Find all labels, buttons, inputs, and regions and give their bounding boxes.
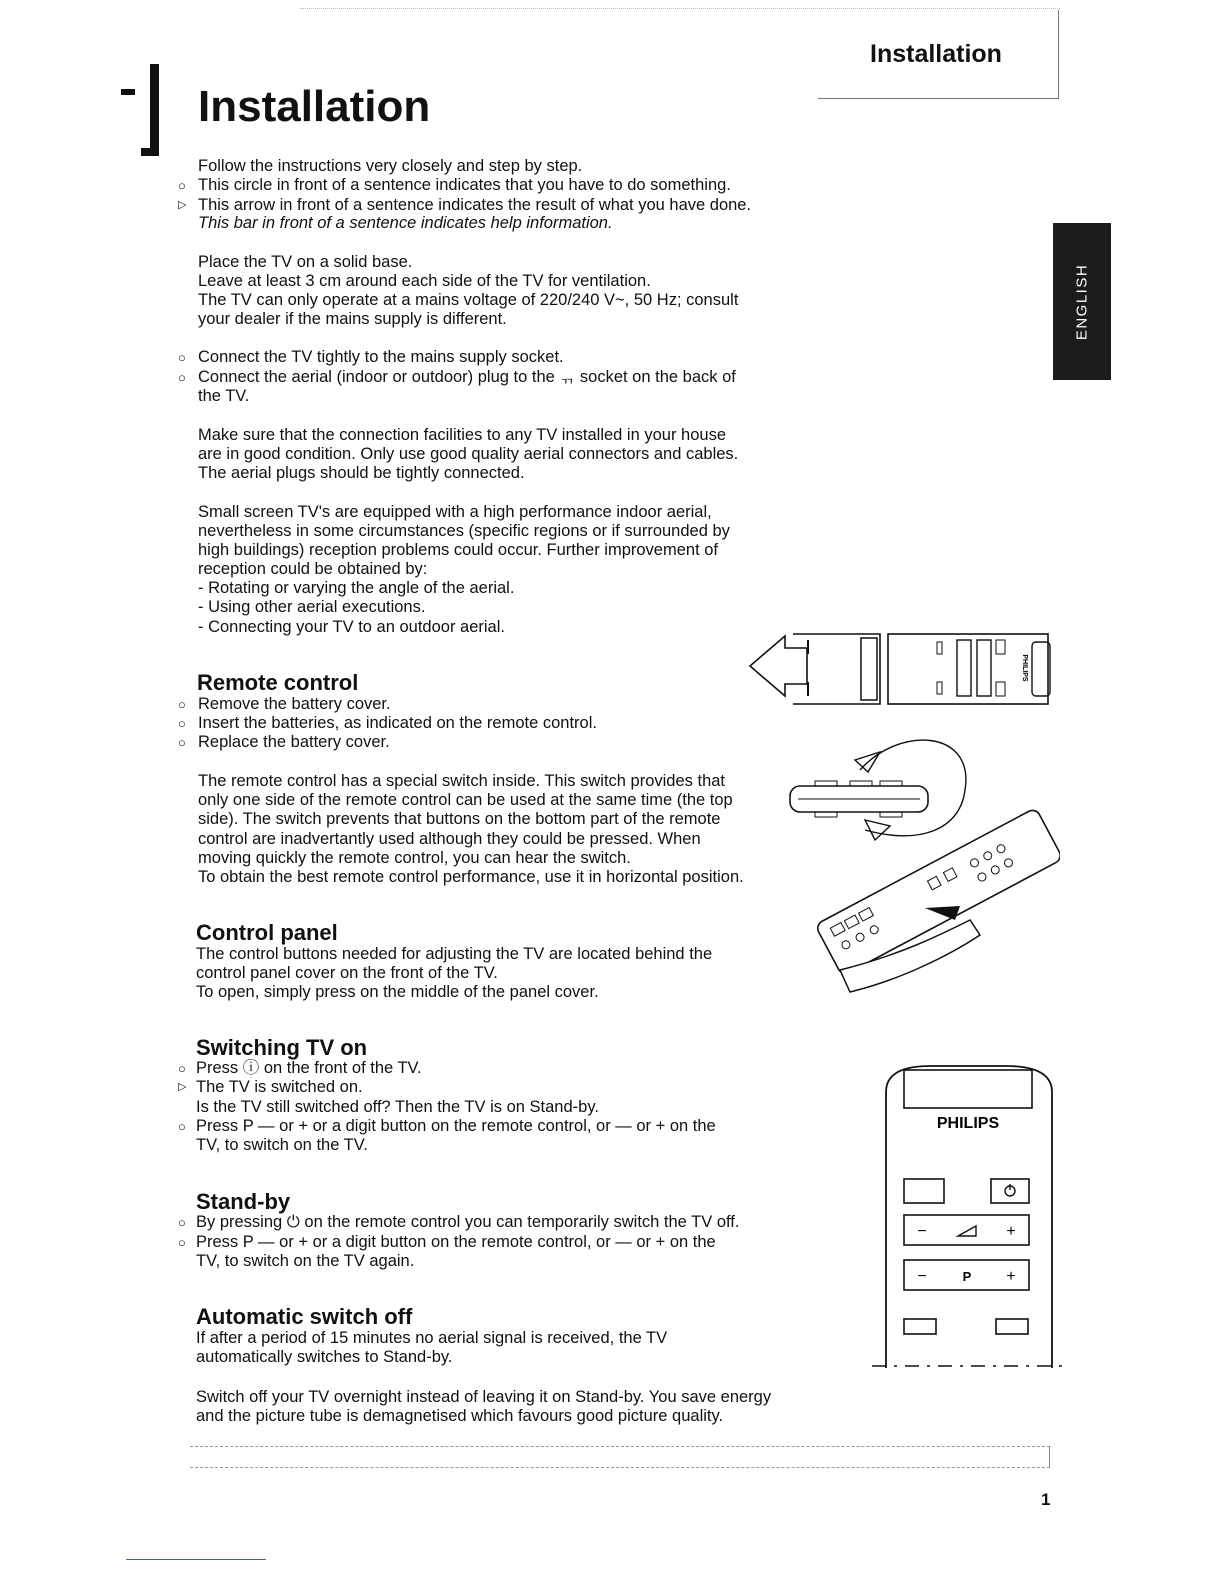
text-line: Insert the batteries, as indicated on the remote control.	[198, 714, 597, 732]
text-line: are in good condition. Only use good quality aerial connectors and cables.	[198, 445, 739, 463]
text-line: control are inadvertantly used although they could be pressed. When	[198, 830, 701, 848]
text-line: The control buttons needed for adjusting the TV are located behind the	[196, 945, 713, 963]
text-line: Remove the battery cover.	[198, 695, 391, 713]
text-line: By pressing ⏻ on the remote control you can temporarily switch the TV off.	[196, 1213, 740, 1231]
program-label: P	[962, 1269, 972, 1284]
program-plus: +	[1006, 1268, 1016, 1285]
circle-bullet-icon: ○	[178, 1235, 186, 1250]
text-line: Leave at least 3 cm around each side of the TV for ventilation.	[198, 272, 651, 290]
text-line: To obtain the best remote control performance, use it in horizontal position.	[198, 868, 744, 886]
intro-line: Follow the instructions very closely and step by step.	[198, 157, 583, 175]
circle-bullet-icon: ○	[178, 1215, 186, 1230]
text-line: control panel cover on the front of the TV.	[196, 964, 498, 982]
chapter-marker-bracket	[150, 64, 159, 156]
text-line: Is the TV still switched off? Then the TV is on Stand-by.	[196, 1098, 599, 1116]
text-line: - Connecting your TV to an outdoor aerial.	[198, 618, 505, 636]
text-line: To open, simply press on the middle of the panel cover.	[196, 983, 599, 1001]
volume-plus: +	[1006, 1223, 1016, 1240]
text-line: moving quickly the remote control, you can hear the switch.	[198, 849, 631, 867]
text-line: Press ⓘ on the front of the TV.	[196, 1059, 422, 1077]
remote-front-illustration	[870, 1062, 1066, 1374]
page-title: Installation	[198, 82, 431, 131]
section-heading-control-panel: Control panel	[196, 920, 338, 945]
text-line: TV, to switch on the TV again.	[196, 1252, 415, 1270]
text-line: reception could be obtained by:	[198, 560, 428, 578]
intro-line-italic: This bar in front of a sentence indicates help information.	[198, 214, 613, 232]
volume-icon	[958, 1226, 976, 1236]
text-line: Small screen TV's are equipped with a high performance indoor aerial,	[198, 503, 712, 521]
text-line: Press P — or + or a digit button on the remote control, or — or + on the	[196, 1117, 716, 1135]
running-header-title: Installation	[870, 40, 1002, 68]
text-line: Press P — or + or a digit button on the remote control, or — or + on the	[196, 1233, 716, 1251]
page-number: 1	[1041, 1490, 1051, 1509]
running-header-box	[818, 10, 1059, 99]
text-line: Switch off your TV overnight instead of leaving it on Stand-by. You save energy	[196, 1388, 772, 1406]
remote-brand-label: PHILIPS	[936, 1115, 1000, 1132]
text-line: The TV is switched on.	[196, 1078, 363, 1096]
text-line: Connect the TV tightly to the mains supply socket.	[198, 348, 564, 366]
circle-bullet-icon: ○	[178, 735, 186, 750]
text-line: The aerial plugs should be tightly connected.	[198, 464, 525, 482]
language-tab	[1053, 223, 1111, 380]
text-line: nevertheless in some circumstances (specific regions or if surrounded by	[198, 522, 730, 540]
section-heading-switching-on: Switching TV on	[196, 1035, 368, 1060]
remote-rotation-illustration	[780, 730, 1060, 995]
chapter-marker-foot	[141, 148, 159, 156]
text-line: The TV can only operate at a mains voltage of 220/240 V~, 50 Hz; consult	[198, 291, 739, 309]
text-line: Make sure that the connection facilities to any TV installed in your house	[198, 426, 726, 444]
text-line: The remote control has a special switch inside. This switch provides that	[198, 772, 726, 790]
circle-bullet-icon: ○	[178, 697, 186, 712]
arrow-bullet-icon: ▷	[178, 1081, 187, 1093]
text-line: Replace the battery cover.	[198, 733, 390, 751]
text-line: and the picture tube is demagnetised which favours good picture quality.	[196, 1407, 724, 1425]
circle-bullet-icon: ○	[178, 178, 186, 193]
text-line: high buildings) reception problems could occur. Further improvement of	[198, 541, 719, 559]
circle-bullet-icon: ○	[178, 716, 186, 731]
section-heading-remote-control: Remote control	[197, 670, 359, 695]
circle-bullet-icon: ○	[178, 370, 186, 385]
text-line: side). The switch prevents that buttons on the bottom part of the remote	[198, 810, 721, 828]
text-line: Place the TV on a solid base.	[198, 253, 413, 271]
text-line: TV, to switch on the TV.	[196, 1136, 368, 1154]
circle-bullet-icon: ○	[178, 1061, 186, 1076]
language-tab-label: ENGLISH	[1073, 263, 1091, 340]
text-line: If after a period of 15 minutes no aerial signal is received, the TV	[196, 1329, 668, 1347]
intro-line: This arrow in front of a sentence indicates the result of what you have done.	[198, 196, 752, 214]
battery-cover-illustration	[745, 628, 1057, 710]
intro-line: This circle in front of a sentence indicates that you have to do something.	[198, 176, 731, 194]
circle-bullet-icon: ○	[178, 1119, 186, 1134]
circle-bullet-icon: ○	[178, 350, 186, 365]
program-minus: −	[917, 1268, 927, 1285]
text-line: automatically switches to Stand-by.	[196, 1348, 453, 1366]
volume-minus: −	[917, 1223, 927, 1240]
arrow-left-icon	[750, 636, 807, 696]
chapter-marker-dash	[121, 89, 135, 95]
arrow-bullet-icon: ▷	[178, 199, 187, 211]
text-line: the TV.	[198, 387, 250, 405]
section-heading-auto-off: Automatic switch off	[196, 1304, 413, 1329]
text-line: - Using other aerial executions.	[198, 598, 426, 616]
text-line: only one side of the remote control can be used at the same time (the top	[198, 791, 733, 809]
battery-brand-label: PHILIPS	[1021, 654, 1028, 682]
text-line: - Rotating or varying the angle of the aerial.	[198, 579, 515, 597]
text-line: Connect the aerial (indoor or outdoor) plug to the ᆩ socket on the back of	[198, 368, 736, 386]
section-heading-standby: Stand-by	[196, 1189, 291, 1214]
text-line: your dealer if the mains supply is different.	[198, 310, 507, 328]
